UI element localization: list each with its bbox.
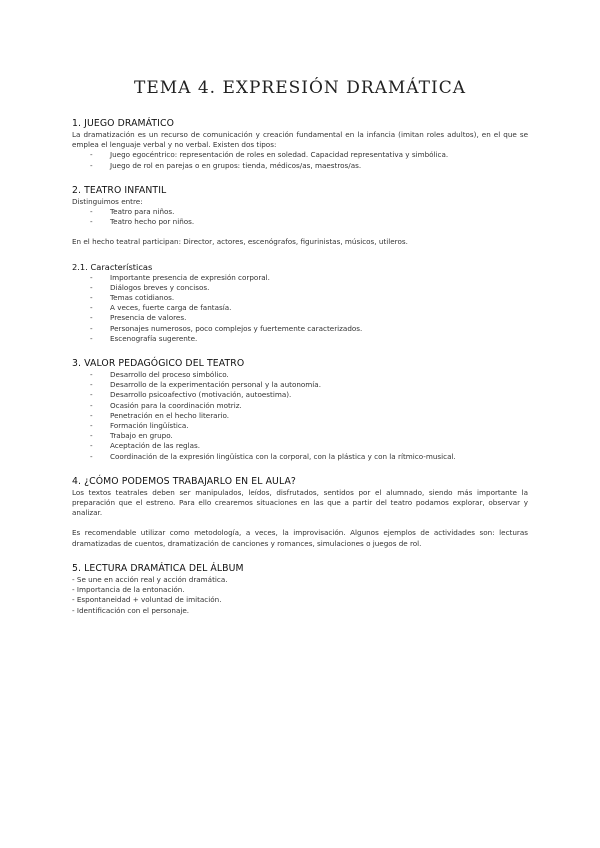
section-paragraph: La dramatización es un recurso de comunicación y creación fundamental en la infancia (imitan roles adultos), en el que se emplea el lenguaje verbal y no verbal. Existen dos tipos: (72, 130, 528, 150)
list-item: - Penetración en el hecho literario. (90, 411, 528, 421)
list-item: - Se une en acción real y acción dramática. (72, 574, 228, 584)
list-item: - A veces, fuerte carga de fantasía. (90, 303, 528, 313)
section-heading: 3. VALOR PEDAGÓGICO DEL TEATRO (72, 358, 245, 370)
section-heading: 2. TEATRO INFANTIL (72, 184, 167, 196)
list-item: - Importancia de la entonación. (72, 585, 185, 595)
list-item: - Diálogos breves y concisos. (90, 283, 528, 293)
section-paragraph: En el hecho teatral participan: Director, actores, escenógrafos, figurinistas, músicos, utileros. (72, 237, 408, 247)
list-item: - Ocasión para la coordinación motriz. (90, 401, 528, 411)
list-item: - Temas cotidianos. (90, 293, 528, 303)
list-item: - Juego de rol en parejas o en grupos: tienda, médicos/as, maestros/as. (90, 161, 528, 171)
section-heading: 1. JUEGO DRAMÁTICO (72, 118, 175, 129)
section-heading: 5. LECTURA DRAMÁTICA DEL ÁLBUM (72, 562, 244, 574)
section-intro: Distinguimos entre: (72, 196, 143, 206)
section-juego-dramatico (72, 118, 528, 171)
section-como-trabajarlo (72, 476, 528, 549)
list-item: - Identificación con el personaje. (72, 605, 190, 615)
list-item: - Importante presencia de expresión corporal. (90, 273, 528, 283)
list-item: - Desarrollo del proceso simbólico. (90, 370, 528, 380)
section-teatro-infantil (72, 185, 528, 248)
list-item: - Teatro para niños. (90, 207, 528, 217)
list-item: - Espontaneidad + voluntad de imitación. (72, 595, 222, 605)
list-item: - Coordinación de la expresión lingüística con la corporal, con la plástica y con la rítmico-musical. (90, 452, 528, 462)
list-item: - Juego egocéntrico: representación de roles en soledad. Capacidad representativa y simbólica. (90, 150, 528, 160)
document-title: TEMA 4. EXPRESIÓN DRAMÁTICA (134, 78, 466, 98)
section-lectura-dramatica (72, 563, 528, 616)
list-item: - Formación lingüística. (90, 421, 528, 431)
bullet-list (72, 370, 528, 462)
section-valor-pedagogico (72, 358, 528, 462)
bullet-list (72, 207, 528, 227)
bullet-list (72, 273, 528, 344)
subsection-heading: 2.1. Características (72, 261, 153, 272)
bullet-list (72, 150, 528, 170)
section-caracteristicas (72, 262, 528, 344)
section-heading: 4. ¿CÓMO PODEMOS TRABAJARLO EN EL AULA? (72, 475, 296, 487)
list-item: - Personajes numerosos, poco complejos y fuertemente caracterizados. (90, 324, 528, 334)
list-item: - Aceptación de las reglas. (90, 441, 528, 451)
list-item: - Presencia de valores. (90, 313, 528, 323)
list-item: - Teatro hecho por niños. (90, 217, 528, 227)
list-item: - Escenografía sugerente. (90, 334, 528, 344)
section-paragraph: Es recomendable utilizar como metodología, a veces, la improvisación. Algunos ejemplos de actividades son: lecturas dramatizadas de cuentos, dramatización de canciones y romances, simulaciones o juegos de rol. (72, 528, 528, 548)
list-item: - Desarrollo psicoafectivo (motivación, autoestima). (90, 390, 528, 400)
list-item: - Desarrollo de la experimentación personal y la autonomía. (90, 380, 528, 390)
list-item: - Trabajo en grupo. (90, 431, 528, 441)
plain-list (72, 575, 528, 616)
section-paragraph: Los textos teatrales deben ser manipulados, leídos, disfrutados, sentidos por el alumnado, siendo más importante la preparación que el estreno. Para ello crearemos situaciones en las que a partir del teatro podamos explorar, observar y analizar. (72, 487, 528, 518)
